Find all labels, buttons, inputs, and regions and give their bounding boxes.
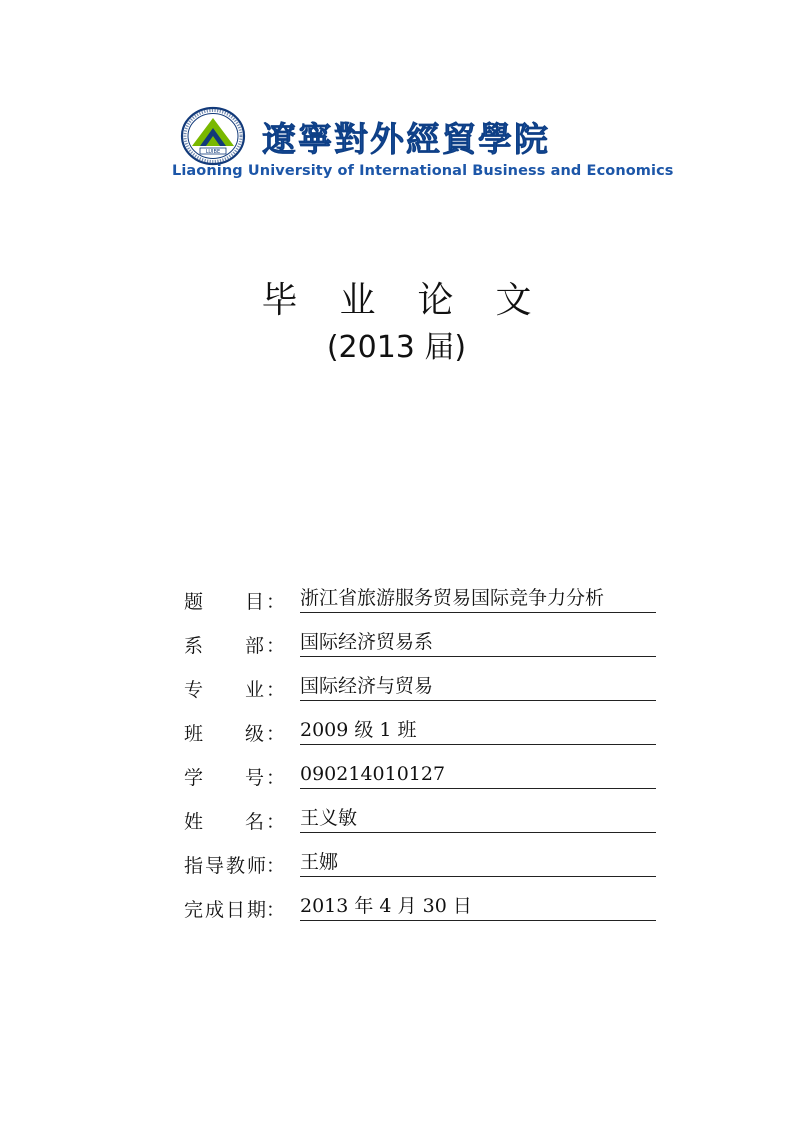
info-value-advisor: 王娜 — [300, 848, 656, 877]
info-value-student-id: 090214010127 — [300, 760, 656, 789]
info-row-completion-date — [184, 892, 664, 936]
info-value-major: 国际经济与贸易 — [300, 672, 656, 701]
info-row-class — [184, 716, 664, 760]
info-value-name: 王义敏 — [300, 804, 656, 833]
university-emblem-icon — [180, 106, 246, 166]
info-row-topic — [184, 584, 664, 628]
info-value-completion-date: 2013 年 4 月 30 日 — [300, 892, 656, 921]
info-colon: ： — [266, 767, 286, 789]
info-colon: ： — [266, 591, 286, 613]
info-colon: ： — [266, 899, 286, 921]
info-label: 系 部 — [184, 635, 264, 657]
university-name-en: Liaoning University of International Business and Economics — [172, 163, 674, 179]
info-row-advisor — [184, 848, 664, 892]
info-row-major — [184, 672, 664, 716]
info-row-student-id — [184, 760, 664, 804]
university-name-cn: 遼寧對外經貿學院 — [262, 120, 550, 160]
info-value-class: 2009 级 1 班 — [300, 716, 656, 745]
info-row-department — [184, 628, 664, 672]
info-label: 班 级 — [184, 723, 264, 745]
info-label: 姓 名 — [184, 811, 264, 833]
info-label: 题 目 — [184, 591, 264, 613]
info-colon: ： — [266, 855, 286, 877]
info-colon: ： — [266, 679, 286, 701]
document-subtitle: (2013 届) — [326, 330, 467, 365]
info-value-topic: 浙江省旅游服务贸易国际竞争力分析 — [300, 584, 656, 613]
emblem-text: LUIBE — [205, 149, 221, 155]
info-label: 学 号 — [184, 767, 264, 789]
info-value-department: 国际经济贸易系 — [300, 628, 656, 657]
info-colon: ： — [266, 723, 286, 745]
info-label: 完成日期 — [184, 899, 269, 921]
info-row-name — [184, 804, 664, 848]
document-title: 毕业论文 — [261, 280, 574, 321]
info-colon: ： — [266, 811, 286, 833]
thesis-info-block — [184, 584, 664, 936]
info-label: 指导教师 — [184, 855, 269, 877]
info-label: 专 业 — [184, 679, 264, 701]
info-colon: ： — [266, 635, 286, 657]
